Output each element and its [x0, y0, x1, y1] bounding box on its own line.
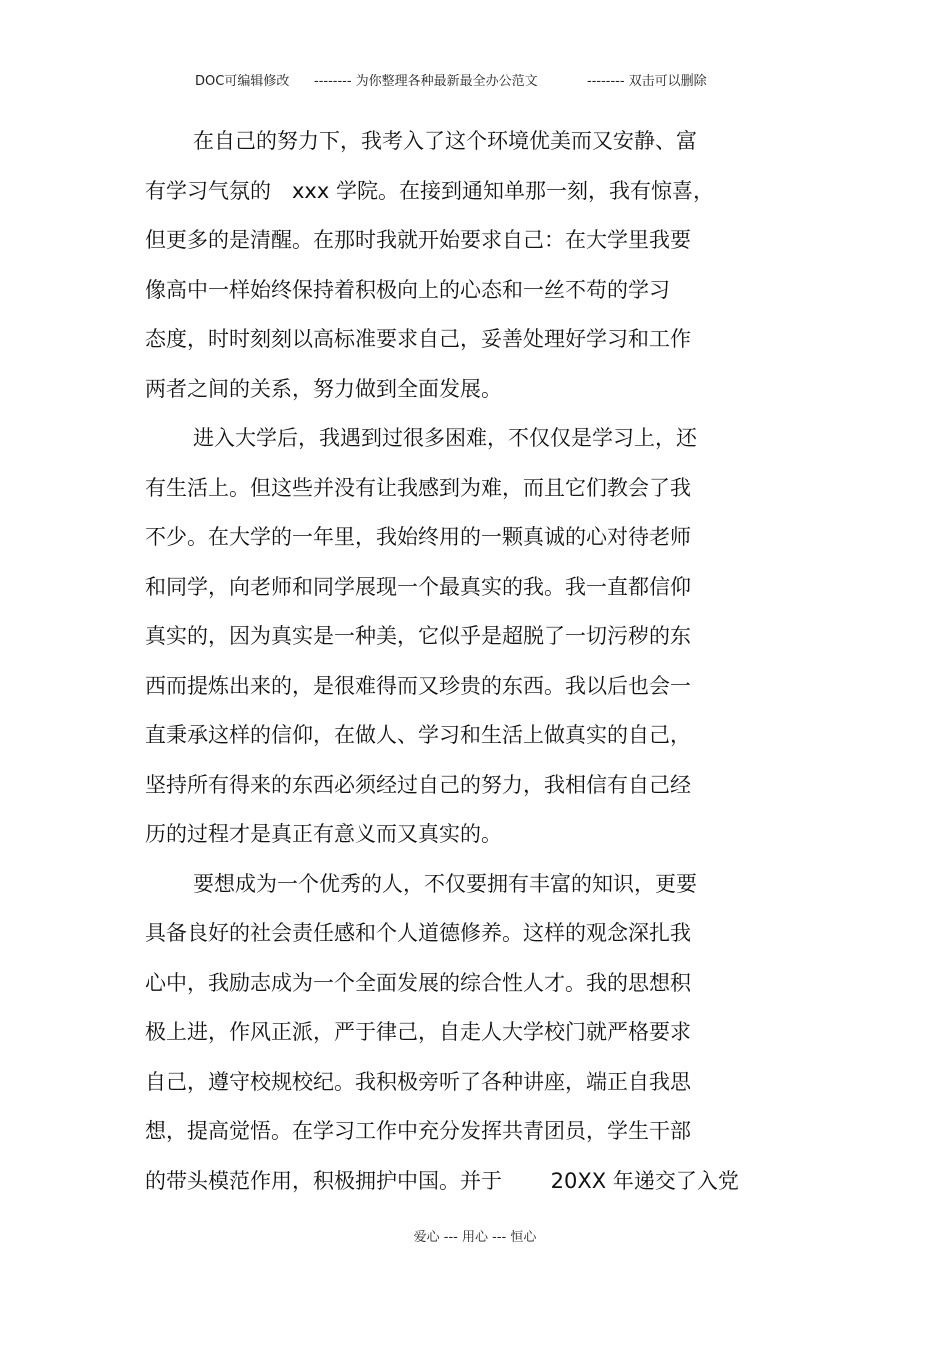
- paragraph-line: 的带头模范作用，积极拥护中国。并于 20XX 年递交了入党: [145, 1168, 739, 1193]
- paragraph-line: 要想成为一个优秀的人，不仅要拥有丰富的知识，更要: [193, 871, 697, 896]
- paragraph-line: 不少。在大学的一年里，我始终用的一颗真诚的心对待老师: [145, 525, 691, 549]
- paragraph-line: 西而提炼出来的，是很难得而又珍贵的东西。我以后也会一: [145, 673, 691, 698]
- paragraph-line: 直秉承这样的信仰，在做人、学习和生活上做真实的自己，: [145, 723, 691, 747]
- paragraph-line: 具备良好的社会责任感和个人道德修养。这样的观念深扎我: [145, 921, 691, 945]
- paragraph-line: 像高中一样始终保持着积极向上的心态和一丝不苟的学习: [145, 277, 670, 302]
- paragraph-line: 极上进，作风正派，严于律己，自走人大学校门就严格要求: [145, 1020, 691, 1044]
- paragraph-line: 真实的，因为真实是一种美，它似乎是超脱了一切污秽的东: [145, 624, 691, 648]
- paragraph-line: 和同学，向老师和同学展现一个最真实的我。我一直都信仰: [145, 574, 691, 599]
- paragraph-line: 态度，时时刻刻以高标准要求自己，妥善处理好学习和工作: [145, 327, 691, 351]
- header-delete-hint: -------- 双击可以删除: [587, 74, 707, 89]
- paragraph-line: 进入大学后，我遇到过很多困难，不仅仅是学习上，还: [193, 426, 697, 450]
- paragraph-line: 在自己的努力下，我考入了这个环境优美而又安静、富: [193, 129, 697, 153]
- page-footer: 爱心 --- 用心 --- 恒心: [413, 1230, 537, 1245]
- paragraph-line: 心中，我励志成为一个全面发展的综合性人才。我的思想积: [145, 970, 691, 995]
- paragraph-line: 两者之间的关系，努力做到全面发展。: [145, 376, 502, 401]
- paragraph-line: 自己，遵守校规校纪。我积极旁听了各种讲座，端正自我思: [145, 1069, 691, 1094]
- paragraph-line: 想，提高觉悟。在学习工作中充分发挥共青团员，学生干部: [145, 1119, 691, 1143]
- header-doc-label: DOC可编辑修改: [195, 74, 290, 89]
- document-body: [145, 117, 805, 1206]
- page-header: [0, 72, 950, 92]
- header-collection-label: -------- 为你整理各种最新最全办公范文: [314, 74, 538, 89]
- paragraph-line: 历的过程才是真正有意义而又真实的。: [145, 822, 502, 846]
- paragraph-line: 坚持所有得来的东西必须经过自己的努力，我相信有自己经: [145, 772, 691, 797]
- paragraph-line: 但更多的是清醒。在那时我就开始要求自己：在大学里我要: [145, 228, 691, 252]
- paragraph-line: 有生活上。但这些并没有让我感到为难，而且它们教会了我: [145, 475, 691, 500]
- paragraph-line: 有学习气氛的 xxx 学院。在接到通知单那一刻，我有惊喜，: [145, 178, 714, 203]
